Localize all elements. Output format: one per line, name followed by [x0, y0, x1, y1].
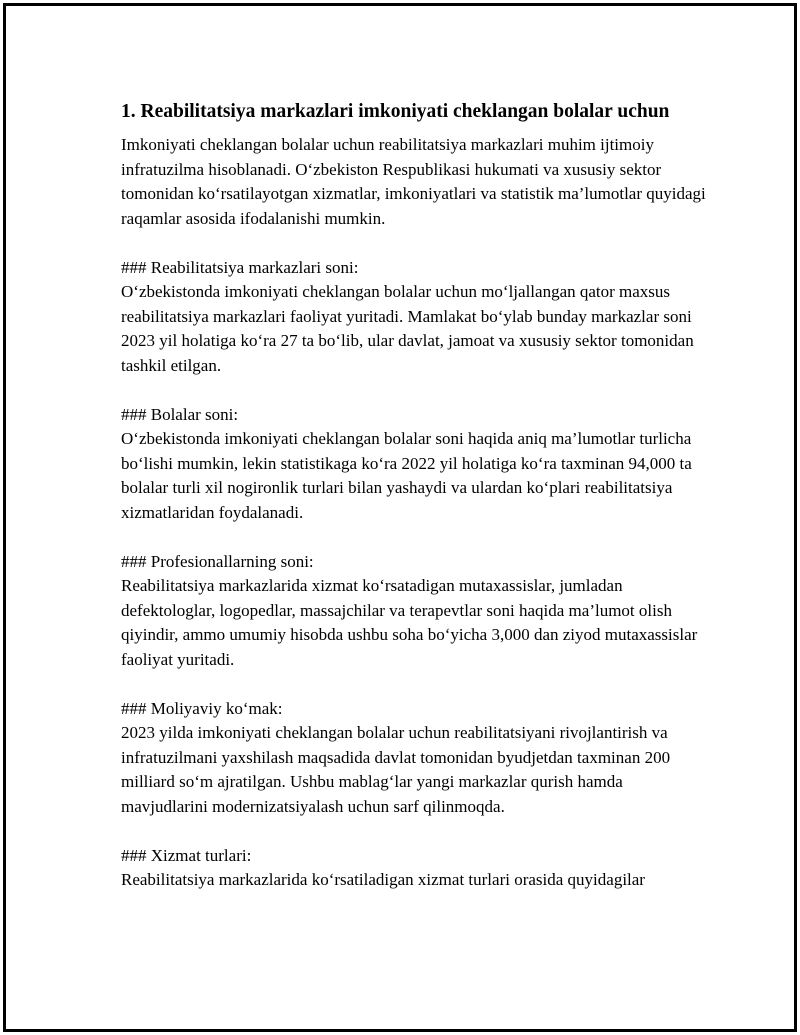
intro-paragraph: Imkoniyati cheklangan bolalar uchun reabilitatsiya markazlari muhim ijtimoiy infratuzilma hisoblanadi. O‘zbekiston Respublikasi hukumati va xususiy sektor tomonidan ko‘rsatilayotgan xizmatlar, imkoniyatlari va statistik ma’lumotlar quyidagi raqamlar asosida ifodalanishi mumkin. — [121, 135, 706, 228]
section-body: Reabilitatsiya markazlarida ko‘rsatiladigan xizmat turlari orasida quyidagilar — [121, 870, 645, 889]
section-body: 2023 yilda imkoniyati cheklangan bolalar uchun reabilitatsiyani rivojlantirish va infratuzilmani yaxshilash maqsadida davlat tomonidan byudjetdan taxminan 200 milliard so‘m ajratilgan. Ushbu mablag‘lar yangi markazlar qurish hamda mavjudlarini modernizatsiyalash uchun sarf qilinmoqda. — [121, 723, 671, 816]
section-body: Reabilitatsiya markazlarida xizmat ko‘rsatadigan mutaxassislar, jumladan defektologlar, logopedlar, massajchilar va terapevtlar soni haqida ma’lumot olish qiyindir, ammo umumiy hisobda ushbu soha bo‘yicha 3,000 dan ziyod mutaxassislar faoliyat yuritadi. — [121, 576, 698, 669]
section-financial-support — [121, 697, 711, 820]
section-body: O‘zbekistonda imkoniyati cheklangan bolalar soni haqida aniq ma’lumotlar turlicha bo‘lishi mumkin, lekin statistikaga ko‘ra 2022 yil holatiga ko‘ra taxminan 94,000 ta bolalar turli xil nogironlik turlari bilan yashaydi va ulardan ko‘plari reabilitatsiya xizmatlaridan foydalanadi. — [121, 429, 692, 522]
section-children-count — [121, 403, 711, 526]
section-service-types — [121, 844, 711, 893]
section-heading: ### Bolalar soni: — [121, 404, 239, 424]
section-body: O‘zbekistonda imkoniyati cheklangan bolalar uchun mo‘ljallangan qator maxsus reabilitatsiya markazlari faoliyat yuritadi. Mamlakat bo‘ylab bunday markazlar soni 2023 yil holatiga ko‘ra 27 ta bo‘lib, ular davlat, jamoat va xususiy sektor tomonidan tashkil etilgan. — [121, 282, 694, 375]
page-frame — [3, 3, 797, 1032]
section-heading: ### Reabilitatsiya markazlari soni: — [121, 257, 359, 277]
section-heading: ### Xizmat turlari: — [121, 845, 252, 865]
section-professionals-count — [121, 550, 711, 673]
document-content — [121, 98, 711, 893]
section-centers-count — [121, 256, 711, 379]
section-heading: ### Profesionallarning soni: — [121, 551, 314, 571]
document-title: 1. Reabilitatsiya markazlari imkoniyati cheklangan bolalar uchun — [121, 101, 670, 122]
section-heading: ### Moliyaviy ko‘mak: — [121, 698, 283, 718]
